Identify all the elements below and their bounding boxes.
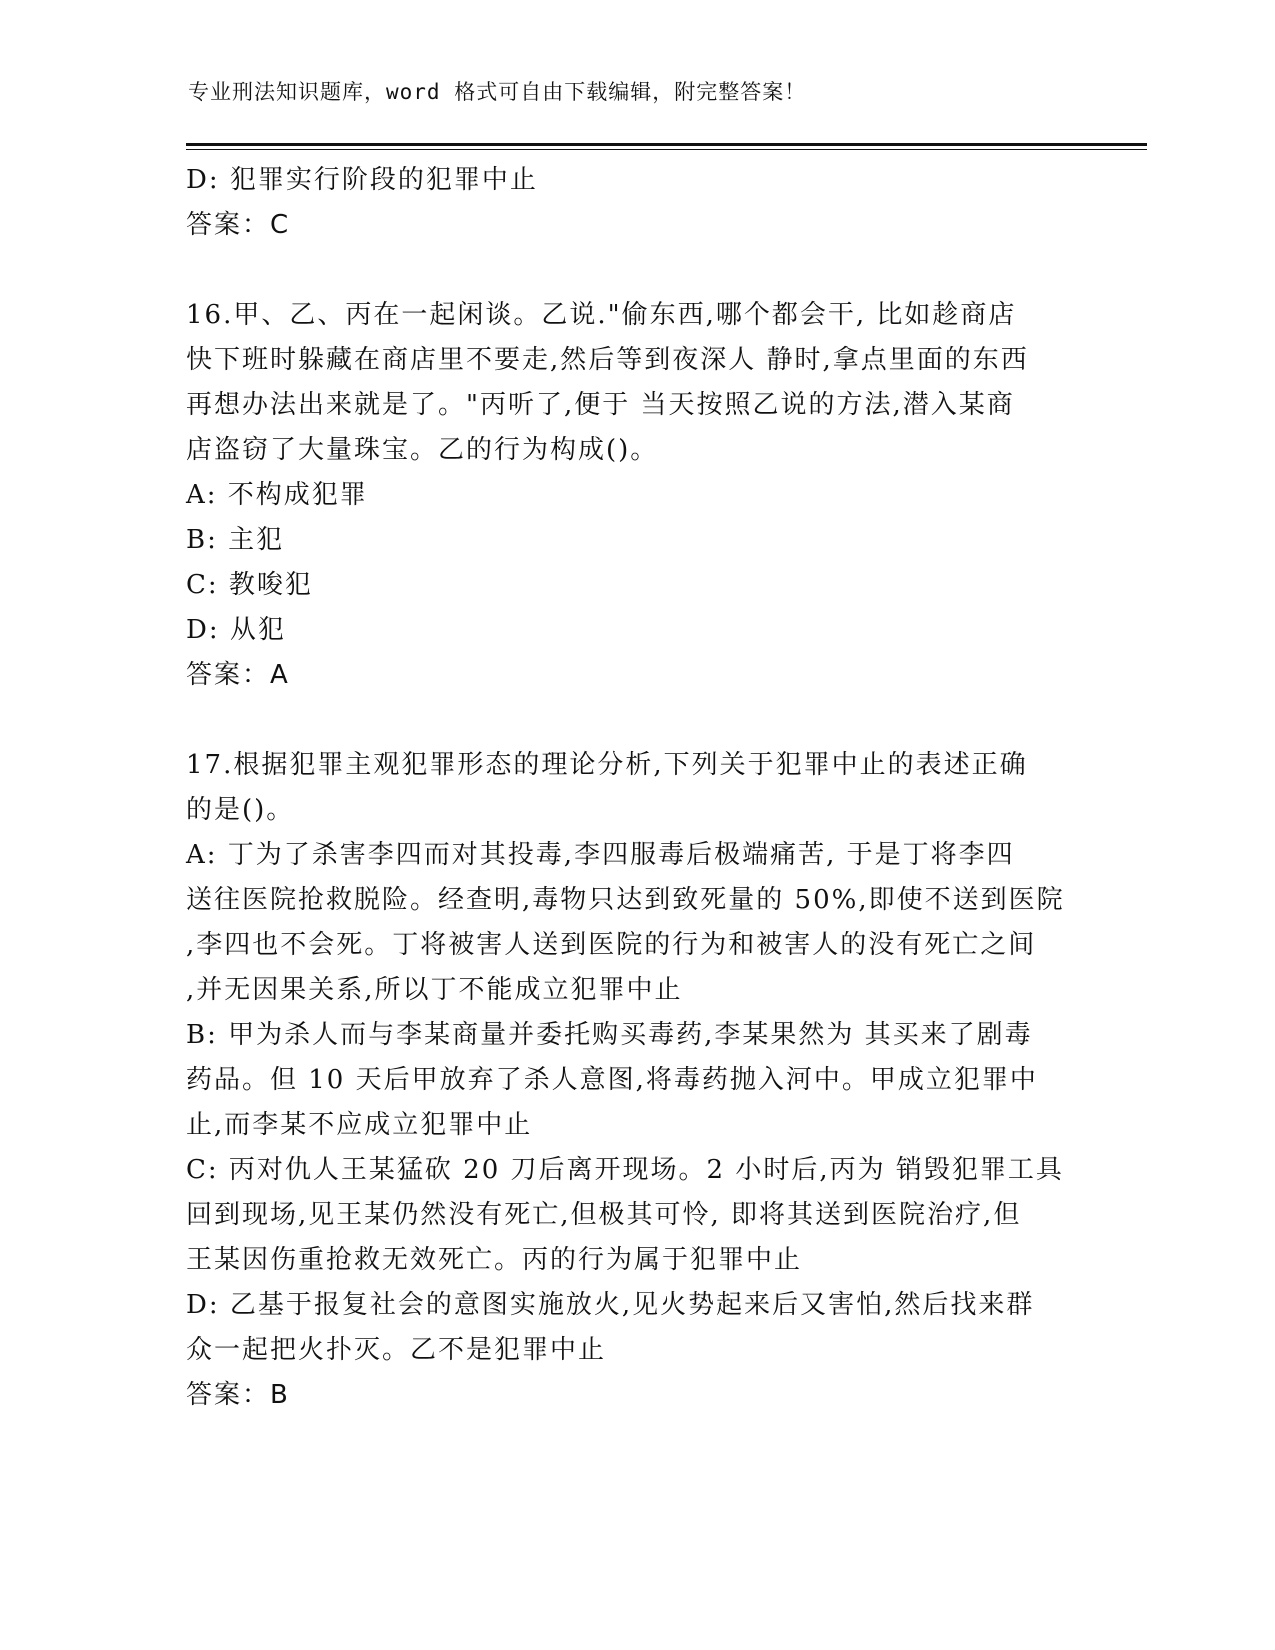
option-d-line: 众一起把火扑灭。乙不是犯罪中止 <box>186 1335 607 1365</box>
option-a-line: A: 丁为了杀害李四而对其投毒,李四服毒后极端痛苦, 于是丁将李四 <box>186 840 1015 870</box>
option-d: D: 从犯 <box>186 615 286 645</box>
question-stem-line: 的是()。 <box>186 795 295 825</box>
header-divider-thin <box>186 149 1147 150</box>
spacer <box>186 698 1086 743</box>
question-stem-line: 再想办法出来就是了。"丙听了,便于 当天按照乙说的方法,潜入某商 <box>186 390 1015 420</box>
option-b-line: 药品。但 10 天后甲放弃了杀人意图,将毒药抛入河中。甲成立犯罪中 <box>186 1065 1038 1095</box>
option-a-line: ,并无因果关系,所以丁不能成立犯罪中止 <box>186 975 683 1005</box>
question-17 <box>186 743 1086 1418</box>
option-a-line: ,李四也不会死。丁将被害人送到医院的行为和被害人的没有死亡之间 <box>186 930 1037 960</box>
option-c-line: C: 丙对仇人王某猛砍 20 刀后离开现场。2 小时后,丙为 销毁犯罪工具 <box>186 1155 1064 1185</box>
question-16 <box>186 293 1086 698</box>
answer: 答案：C <box>186 210 291 240</box>
option-d-line: D: 乙基于报复社会的意图实施放火,见火势起来后又害怕,然后找来群 <box>186 1290 1035 1320</box>
option-c-line: 王某因伤重抢救无效死亡。丙的行为属于犯罪中止 <box>186 1245 803 1275</box>
question-stem-line: 17.根据犯罪主观犯罪形态的理论分析,下列关于犯罪中止的表述正确 <box>186 750 1028 780</box>
option-c-line: 回到现场,见王某仍然没有死亡,但极其可怜, 即将其送到医院治疗,但 <box>186 1200 1022 1230</box>
option-a: A: 不构成犯罪 <box>186 480 368 510</box>
option-b-line: 止,而李某不应成立犯罪中止 <box>186 1110 533 1140</box>
option-b: B: 主犯 <box>186 525 285 555</box>
answer: 答案：A <box>186 660 290 690</box>
option-b-line: B: 甲为杀人而与李某商量并委托购买毒药,李某果然为 其买来了剧毒 <box>186 1020 1033 1050</box>
previous-question-tail <box>186 158 1086 248</box>
spacer <box>186 248 1086 293</box>
page-header: 专业刑法知识题库，word 格式可自由下载编辑，附完整答案！ <box>188 80 807 104</box>
option-d: D: 犯罪实行阶段的犯罪中止 <box>186 165 538 195</box>
question-stem-line: 快下班时躲藏在商店里不要走,然后等到夜深人 静时,拿点里面的东西 <box>186 345 1029 375</box>
option-a-line: 送往医院抢救脱险。经查明,毒物只达到致死量的 50%,即使不送到医院 <box>186 885 1065 915</box>
question-stem-line: 16.甲、乙、丙在一起闲谈。乙说."偷东西,哪个都会干, 比如趁商店 <box>186 300 1017 330</box>
option-c: C: 教唆犯 <box>186 570 313 600</box>
answer: 答案：B <box>186 1380 290 1410</box>
header-divider-thick <box>186 143 1147 146</box>
document-content <box>186 158 1086 1418</box>
question-stem-line: 店盗窃了大量珠宝。乙的行为构成()。 <box>186 435 659 465</box>
